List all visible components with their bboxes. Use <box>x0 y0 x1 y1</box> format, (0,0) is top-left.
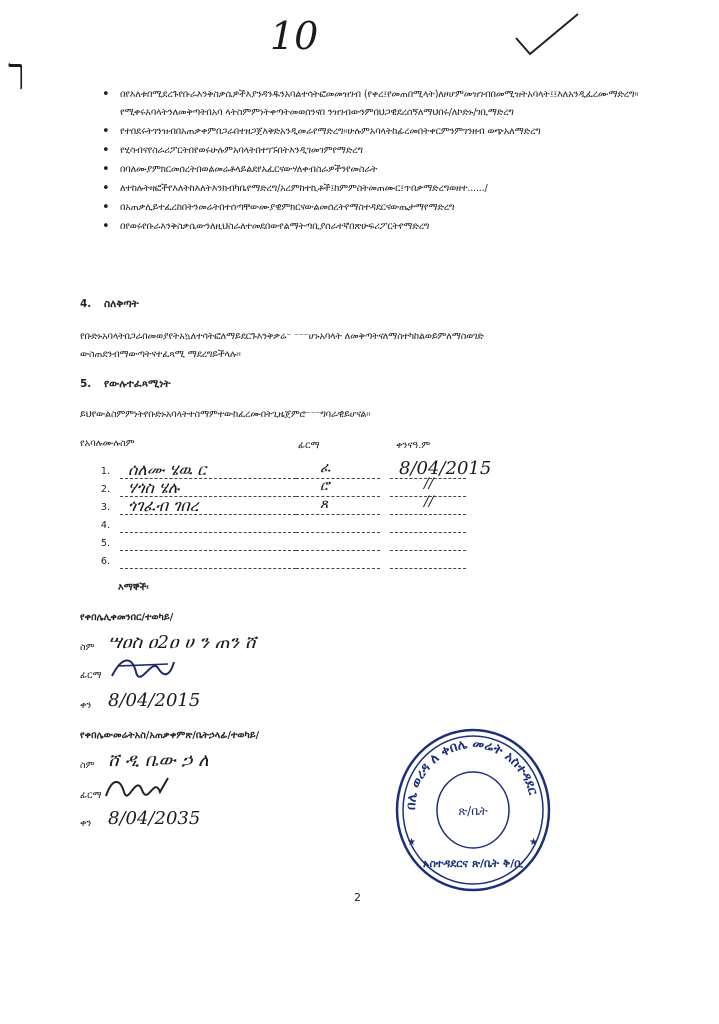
stamp-inner-text: ጽ/ቤት <box>458 804 488 818</box>
stamp-star-icon: ★ <box>529 837 538 848</box>
official-stamp <box>393 727 553 893</box>
stamp-star-icon: ★ <box>407 837 416 848</box>
section-5-title: የውሉተፈጻሚነት <box>104 378 171 390</box>
column-header-name: የአባሉሙሉስም <box>80 438 135 449</box>
name-label: ስም <box>80 642 95 653</box>
name-line <box>120 568 296 569</box>
handwritten-page-number: 10 <box>270 14 319 58</box>
name-line <box>120 550 296 551</box>
section-5-number: 5. <box>80 378 92 390</box>
officer-date-value: 8/04/2035 <box>108 808 201 829</box>
member-name: ጎገፈብ ገበረ <box>128 496 199 515</box>
section-4-number: 4. <box>80 298 92 310</box>
signature-line <box>296 532 380 533</box>
list-item: • በባለሙያምክርመሰረትበወልመሬቶላይልደየአፈርናውሃለቀብስራዎችንየመስራት <box>96 161 656 179</box>
obligations-list <box>96 86 656 237</box>
stamp-bottom-text: አስተዳደርና ጽ/ቤት ቅ/ቢ <box>423 857 523 870</box>
member-signature: ጸ <box>320 496 329 512</box>
member-signature: ፈ <box>320 460 331 476</box>
row-number: 1. <box>100 466 110 477</box>
signature-line <box>296 514 380 515</box>
date-line <box>390 514 466 515</box>
receiver-signature-field <box>80 670 102 681</box>
signature-row <box>94 494 494 520</box>
signature-line <box>296 496 380 497</box>
witnesses-title: እማኞች፡ <box>118 582 149 593</box>
member-date: // <box>424 476 434 492</box>
date-line <box>390 532 466 533</box>
name-label: ስም <box>80 760 95 771</box>
receiver-name-field <box>80 632 256 653</box>
date-label: ቀን <box>80 700 92 711</box>
list-item: • ለተከሉትዛፎችየእለትከእለትእንክብካቤየማድረግ/አረምከተኪቶች፤ከምምስትመጠሙር፤ጥበቃማድረግወዘተ....../ <box>96 180 656 198</box>
section-5-text: ይህየውልስምምነትየቡድኑአባላትተስማምተውከፈረሙበትጊዜጀምሮ⁻⁻⁻ግባራዊይሆናል፡፡ <box>80 409 371 420</box>
list-item: • የተበደሩትገንዝብበአጠቃቀምበጋራበተዘጋጀእቅድአንዲመራየማድረግ፡፡ሁሉምአባላትከፊረመበትቀርምንምገንዘብ ወጭአለማድረግ <box>96 123 656 141</box>
officer-title: የቀበሌውመሬትአስ/አጠቃቀምጽ/ቤትኃላፊ/ተወካይ/ <box>80 730 260 741</box>
date-label: ቀን <box>80 818 92 829</box>
signature-label: ፊርማ <box>80 670 102 681</box>
name-line <box>120 532 296 533</box>
signature-row <box>94 520 494 538</box>
member-signature: ሮ <box>320 478 330 494</box>
page-number: 2 <box>354 891 361 904</box>
margin-mark: ך <box>8 52 25 92</box>
row-number: 2. <box>100 484 110 495</box>
checkmark-icon <box>512 10 582 60</box>
name-line <box>120 514 296 515</box>
signature-label: ፊርማ <box>80 790 102 801</box>
receiver-title: የቀበሌሊቀመንበር/ተወካይ/ <box>80 612 174 623</box>
officer-signature-field <box>80 790 102 801</box>
date-line <box>390 550 466 551</box>
section-4-text-line2: ውስጠደንብማውጣትናተፈጻሚ ማደረግይችላሉ፡፡ <box>80 349 241 360</box>
column-header-signature: ፊርማ <box>298 440 320 451</box>
signature-row <box>94 538 494 556</box>
member-name: ሃጎስ ሄሉ <box>128 478 180 497</box>
receiver-date-value: 8/04/2015 <box>108 690 201 711</box>
officer-name-value: ሸ ዲ ቤው ኃ ለ <box>108 750 209 771</box>
member-date: // <box>424 494 434 510</box>
list-item: • በየእለቱበሚደረጉየቡራእንቅስቃሴዎችእያንዳንዱንአባልተሳትፎመመዝገብ (የቀረ፤የመጠበሚላት)ለዞሆምመዝገብበመሚዝትአባላት፤፤እለአንዲፈረሙማድረግ፡፡የሚቀሩአባላትንለመቅጣትበአባ ላትስምምነትቀጣትመወሰንናበ ንዝገብውንምበህጋዊደረሰኝለማህበሩ/ለኮድኑ/ገቢማድረግ <box>96 86 656 123</box>
receiver-date-field <box>80 690 201 711</box>
officer-signature-mark <box>102 772 172 802</box>
signature-row <box>94 556 494 574</box>
officer-date-field <box>80 808 201 829</box>
receiver-signature-mark <box>108 654 178 682</box>
row-number: 4. <box>100 520 110 531</box>
row-number: 6. <box>100 556 110 567</box>
officer-name-field <box>80 750 209 771</box>
section-4-title: ስለቅጣት <box>104 298 139 310</box>
list-item: • በአጠቃሊይተፈረከበትንመሬትበተሰጣቸውሙያዊምክርናውልመሰረትየማስተዳደርናውጤታማየማድረግ <box>96 199 656 217</box>
list-item: • በየወሩየቡራእንቅስቃሴውንለዚህስራለተመደበውየልማትጣቢያሰራተኛበጽሁፍሪፖርትየማድረግ <box>96 218 656 236</box>
list-item: • የሂሳብናየስራሪፖርትበየወሩሁሉምአባላትበተገኙበትእንዲገመገምየማድረግ <box>96 142 656 160</box>
signature-line <box>296 478 380 479</box>
section-4-text-line1: የቡድኑአባላትበጋራበመወያየትአኳለተሳትፎለማይደርጉእንቅቃሬ⁻ ⁻⁻⁻ሆኑአባላት ለመቅጣትናለማስተካከልወይምለማስወገድ <box>80 331 484 342</box>
column-header-date: ቀንናዓ.ም <box>396 440 431 451</box>
stamp-outer-text: በሌ ወረዳ ለ ቀበሌ መሬት አስተዳደር <box>403 736 541 811</box>
member-name: ሰለሙ ሄዉ ር <box>128 460 207 479</box>
date-line <box>390 568 466 569</box>
row-number: 5. <box>100 538 110 549</box>
signature-line <box>296 550 380 551</box>
member-date: 8/04/2015 <box>399 458 492 479</box>
receiver-name-value: ሣዐስ ዐ2ዐ ሀ ን ጠን ሸ <box>108 632 256 653</box>
row-number: 3. <box>100 502 110 513</box>
signature-line <box>296 568 380 569</box>
